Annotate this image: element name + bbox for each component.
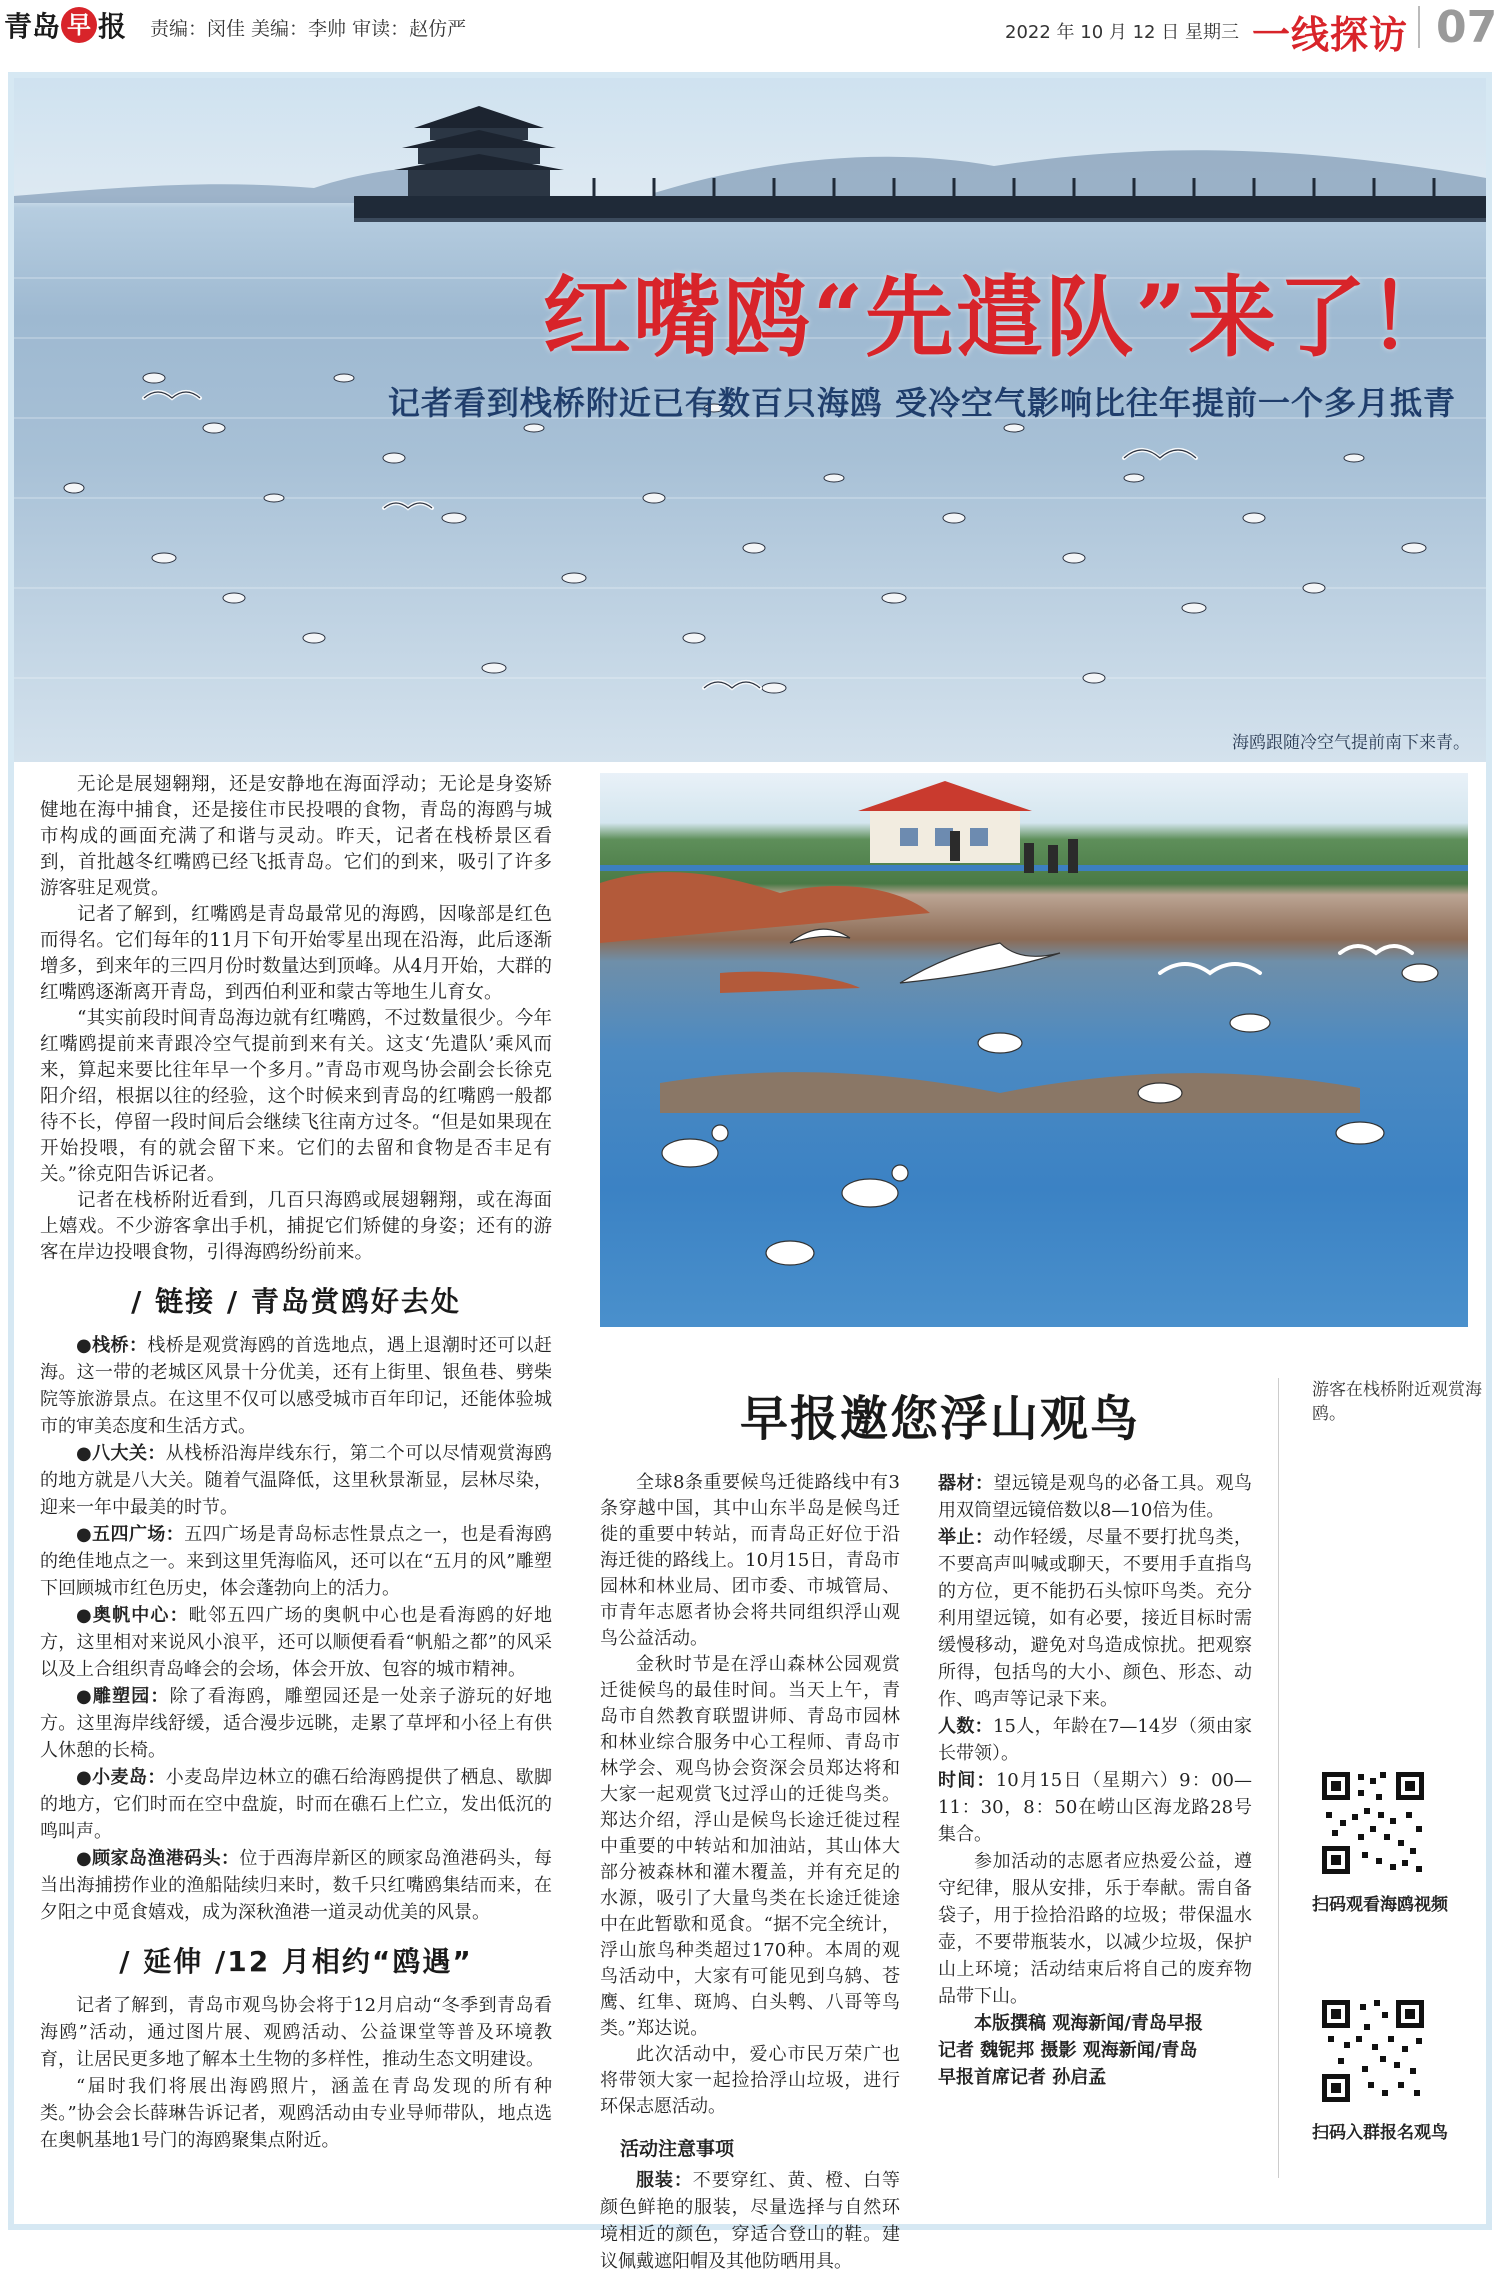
page-header [0,0,1500,56]
notice-title: 活动注意事项 [620,2138,735,2160]
article2-column-2 [938,1470,1252,2091]
column-divider [1278,1378,1279,2178]
list-item [938,1524,1252,1713]
article2-paragraph: 全球8条重要候鸟迁徙路线中有3条穿越中国，其中山东半岛是候鸟迁徙的重要中转站，而青岛正好位于沿海迁徙的路线上。10月15日，青岛市园林和林业局、团市委、市城管局、市青年志愿者协会将共同组织浮山观鸟公益活动。 [600,1472,900,1649]
spot-name: ●奥帆中心： [76,1605,189,1626]
clothing-note [600,2167,900,2275]
qr-code-video[interactable] [1318,1768,1428,1878]
spot-name: ●八大关： [76,1443,166,1464]
spot-text: 小麦岛岸边林立的礁石给海鸥提供了栖息、歇脚的地方，它们时而在空中盘旋，时而在礁石上伫立，发出低沉的鸣叫声。 [40,1767,552,1842]
notice-list [938,1470,1252,2091]
spot-text: 除了看海鸥，雕塑园还是一处亲子游玩的好地方。这里海岸线舒缓，适合漫步远眺，走累了草坪和小径上有供人休憩的长椅。 [40,1686,552,1761]
list-item [40,1764,552,1845]
extension-paragraph: “届时我们将展出海鸥照片，涵盖在青岛发现的所有种类。”协会会长薛琳告诉记者，观鸥活动由专业导师带队，地点选在奥帆基地1号门的海鸥聚集点附近。 [40,2076,552,2151]
notice-text: 动作轻缓，尽量不要打扰鸟类，不要高声叫喊或聊天，不要用手直指鸟的方位，更不能扔石头惊吓鸟类。充分利用望远镜，如有必要，接近目标时需缓慢移动，避免对鸟造成惊扰。把观察所得，包括鸟的大小、颜色、形态、动作、鸣声等记录下来。 [938,1527,1252,1710]
spots-list [40,1332,552,1926]
byline: 本版撰稿 观海新闻/青岛早报 [974,2013,1203,2034]
issue-date: 2022 年 10 月 12 日 星期三 [1005,22,1239,43]
spot-name: ●五四广场： [76,1524,185,1545]
main-headline: 红嘴鸥“先遣队”来了！ [542,265,1458,369]
main-article-body [40,772,552,1266]
section-title: 一线探访 [1252,13,1409,57]
qr-signup-caption: 扫码入群报名观鸟 [1312,2123,1448,2143]
link-section-title: / 链接 / 青岛赏鸥好去处 [131,1285,461,1318]
main-article-paragraph: 记者在栈桥附近看到，几百只海鸥或展翅翱翔，或在海面上嬉戏。不少游客拿出手机，捕捉它们矫健的身姿；还有的游客在岸边投喂食物，引得海鸥纷纷前来。 [40,1190,552,1263]
spot-text: 栈桥是观赏海鸥的首选地点，遇上退潮时还可以赶海。这一带的老城区风景十分优美，还有上街里、银鱼巷、劈柴院等旅游景点。在这里不仅可以感受城市百年印记，还能体验城市的审美态度和生活方式。 [40,1335,552,1437]
left-column [40,772,552,2154]
list-item [40,1602,552,1683]
notice-text: 望远镜是观鸟的必备工具。观鸟用双筒望远镜倍数以8—10倍为佳。 [938,1473,1252,1521]
byline: 记者 魏铌邦 摄影 观海新闻/青岛 [938,2040,1198,2061]
notice-label: 器材： [938,1473,994,1494]
shore-gulls-illustration [600,773,1468,1327]
spot-name: ●雕塑园： [76,1686,170,1707]
newspaper-logo [4,6,126,44]
spot-text: 五四广场是青岛标志性景点之一，也是看海鸥的绝佳地点之一。来到这里凭海临风，还可以在“五月的风”雕塑下回顾城市红色历史，体会蓬勃向上的活力。 [40,1524,552,1599]
extension-section-title: / 延伸 /12 月相约“鸥遇” [119,1945,473,1978]
spot-name: ●小麦岛： [76,1767,166,1788]
extension-paragraph: 记者了解到，青岛市观鸟协会将于12月启动“冬季到青岛看海鸥”活动，通过图片展、观鸥活动、公益课堂等普及环境教育，让居民更多地了解本土生物的多样性，推动生态文明建设。 [40,1995,552,2070]
header-divider [1418,6,1420,48]
qr-code-icon [1318,1996,1428,2106]
spot-text: 从栈桥沿海岸线东行，第二个可以尽情观赏海鸥的地方就是八大关。随着气温降低，这里秋景渐显，层林尽染，迎来一年中最美的时节。 [40,1443,552,1518]
notice-label: 举止： [938,1527,994,1548]
tourists-photo [600,773,1468,1327]
byline: 早报首席记者 孙启孟 [938,2067,1107,2088]
list-item [40,1845,552,1926]
article2-body [600,1470,900,2120]
spot-text: 位于西海岸新区的顾家岛渔港码头，每当出海捕捞作业的渔船陆续归来时，数千只红嘴鸥集结而来，在夕阳之中觅食嬉戏，成为深秋渔港一道灵动优美的风景。 [40,1848,553,1923]
article2-paragraph: 此次活动中，爱心市民万荣广也将带领大家一起捡拾浮山垃圾，进行环保志愿活动。 [600,2044,900,2117]
list-item [40,1521,552,1602]
spot-name: ●栈桥： [76,1335,148,1356]
list-item [40,1683,552,1764]
hero-photo-caption: 海鸥跟随冷空气提前南下来青。 [1232,733,1470,753]
article2-column-1 [600,1470,900,2275]
list-item [938,1713,1252,1767]
list-item [40,1440,552,1521]
notice-label: 人数： [938,1716,994,1737]
qr-code-icon [1318,1768,1428,1878]
list-item [40,1332,552,1440]
notice-text: 15人，年龄在7—14岁（须由家长带领）。 [938,1716,1252,1764]
spot-text: 毗邻五四广场的奥帆中心也是看海鸥的好地方，这里相对来说风小浪平，还可以顺便看看“帆船之都”的风采以及上合组织青岛峰会的会场，体会开放、包容的城市精神。 [40,1605,552,1680]
volunteer-note: 参加活动的志愿者应热爱公益，遵守纪律，服从安排，乐于奉献。需自备袋子，用于捡拾沿路的垃圾；带保温水壶，不要带瓶装水，以减少垃圾，保护山上环境；活动结束后将自己的废弃物品带下山。 [938,1851,1252,2007]
staff-credits: 责编：闵佳 美编：李帅 审读：赵仿严 [150,18,467,40]
logo-text-a: 青岛 [4,10,61,43]
notice-label: 时间： [938,1770,996,1791]
clothing-text: 不要穿红、黄、橙、白等颜色鲜艳的服装，尽量选择与自然环境相近的颜色，穿适合登山的鞋。建议佩戴遮阳帽及其他防晒用具。 [600,2170,901,2272]
hero-photo [14,78,1486,762]
notice-text: 10月15日（星期六）9：00—11：30，8：50在崂山区海龙路28号集合。 [938,1770,1253,1845]
main-article-paragraph: 记者了解到，红嘴鸥是青岛最常见的海鸥，因喙部是红色而得名。它们每年的11月下旬开始零星出现在沿海，此后逐渐增多，到来年的三四月份时数量达到顶峰。从4月开始，大群的红嘴鸥逐渐离开青岛，到西伯利亚和蒙古等地生儿育女。 [40,904,552,1003]
list-item [938,1767,1252,1848]
main-article-paragraph: 无论是展翅翱翔，还是安静地在海面浮动；无论是身姿矫健地在海中捕食，还是接住市民投喂的食物，青岛的海鸥与城市构成的画面充满了和谐与灵动。昨天，记者在栈桥景区看到，首批越冬红嘴鸥已经飞抵青岛。它们的到来，吸引了许多游客驻足观赏。 [40,774,552,899]
sub-headline: 记者看到栈桥附近已有数百只海鸥 受冷空气影响比往年提前一个多月抵青 [387,384,1456,422]
logo-text-c: 报 [98,10,127,43]
article2-title: 早报邀您浮山观鸟 [739,1391,1140,1447]
clothing-label: 服装： [636,2170,693,2191]
spot-name: ●顾家岛渔港码头： [76,1848,240,1869]
photo2-caption: 游客在栈桥附近观赏海鸥。 [1312,1380,1482,1424]
article2-paragraph: 金秋时节是在浮山森林公园观赏迁徙候鸟的最佳时间。当天上午，青岛市自然教育联盟讲师、青岛市园林和林业综合服务中心工程师、青岛市林学会、观鸟协会资深会员郑达将和大家一起观赏飞过浮山的迁徙鸟类。郑达介绍，浮山是候鸟长途迁徙过程中重要的中转站和加油站，其山体大部分被森林和灌木覆盖，并有充足的水源，吸引了大量鸟类在长途迁徙途中在此暂歇和觅食。“据不完全统计，浮山旅鸟种类超过170种。本周的观鸟活动中，大家有可能见到乌鸫、苍鹰、红隼、斑鸠、白头鹎、八哥等鸟类。”郑达说。 [600,1654,900,2039]
main-article-paragraph: “其实前段时间青岛海边就有红嘴鸥，不过数量很少。今年红嘴鸥提前来青跟冷空气提前到来有关。这支‘先遣队’乘风而来，算起来要比往年早一个多月。”青岛市观鸟协会副会长徐克阳介绍，根据以往的经验，这个时候来到青岛的红嘴鸥一般都待不长，停留一段时间后会继续飞往南方过冬。“但是如果现在开始投喂，有的就会留下来。它们的去留和食物是否丰足有关。”徐克阳告诉记者。 [40,1008,552,1185]
list-item [938,1470,1252,1524]
logo-text-b: 早 [61,7,97,43]
page-number: 07 [1436,2,1498,53]
qr-video-caption: 扫码观看海鸥视频 [1312,1895,1448,1915]
extension-body [40,1992,552,2154]
qr-code-signup[interactable] [1318,1996,1428,2106]
